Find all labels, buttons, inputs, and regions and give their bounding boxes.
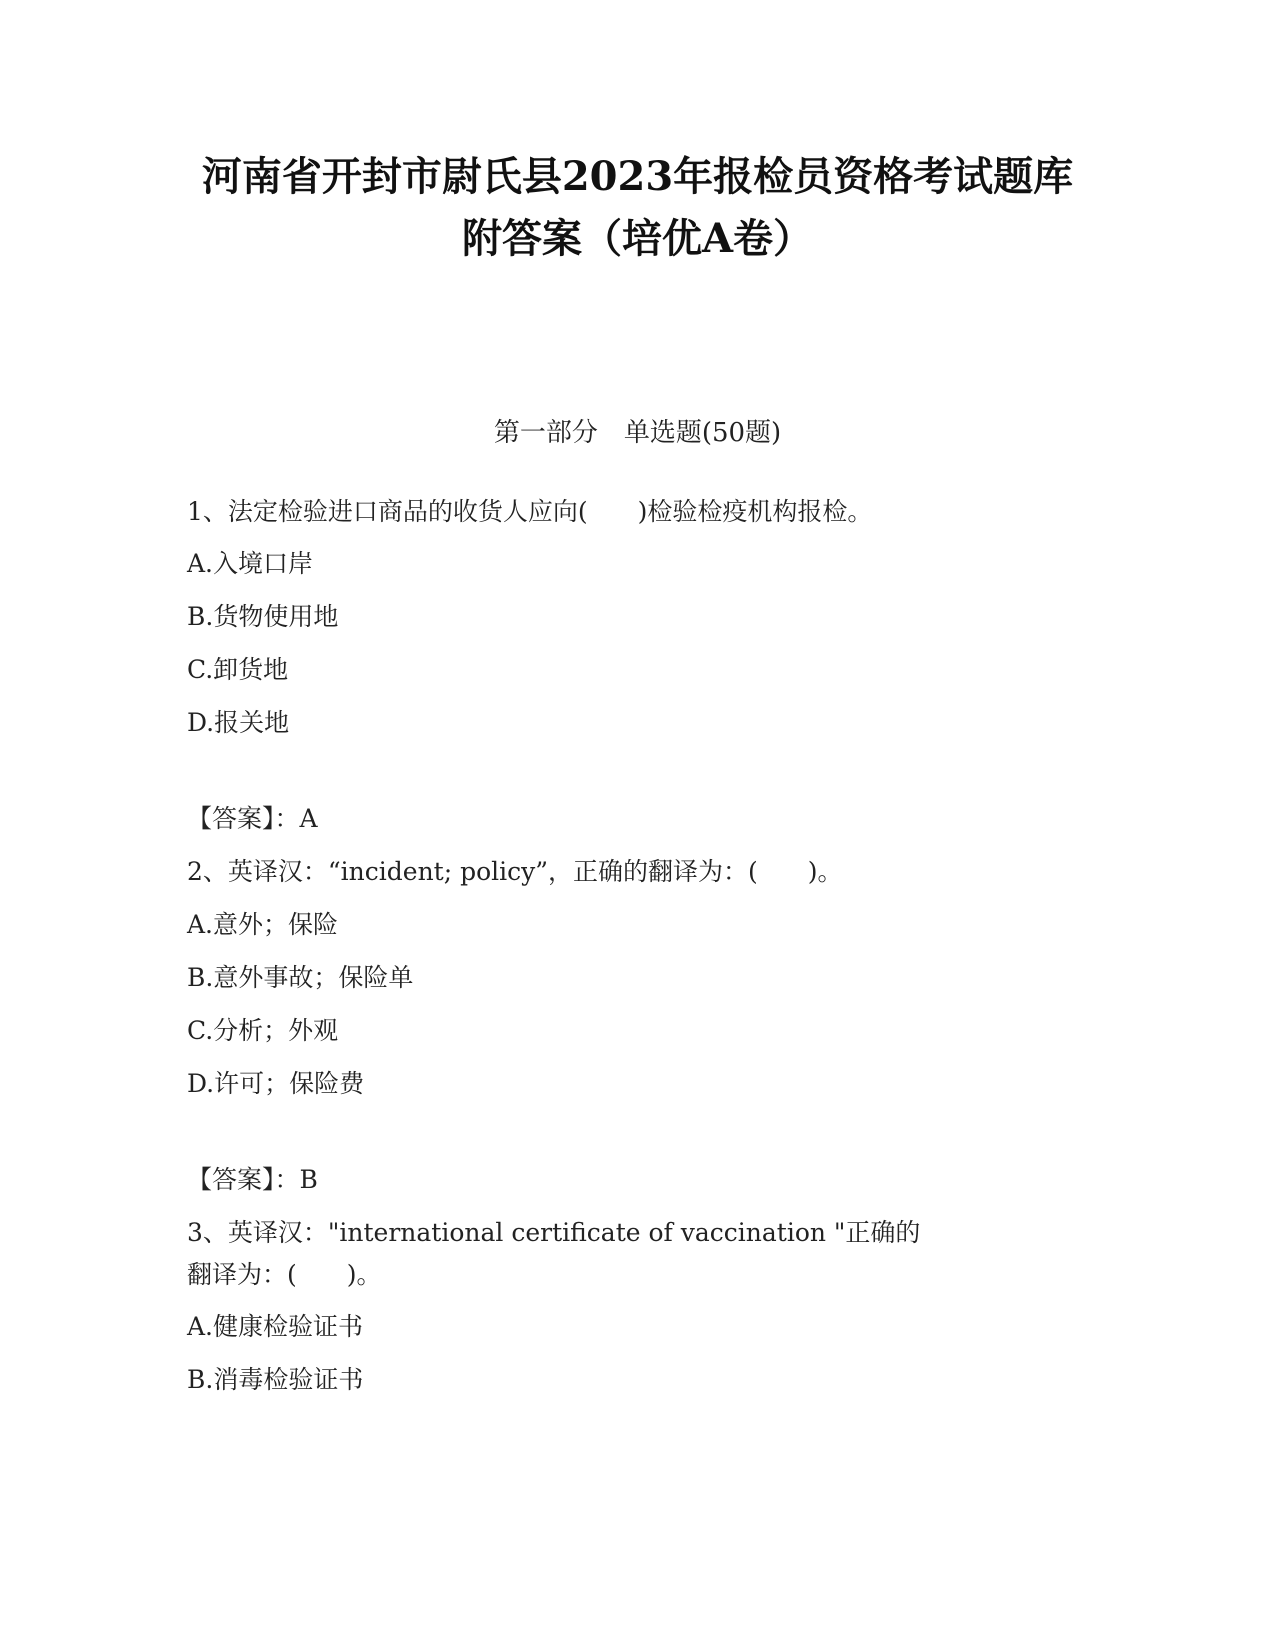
document-title-line-1: 河南省开封市尉氏县2023年报检员资格考试题库 (201, 153, 1074, 200)
question-2-option-b: B.意外事故；保险单 (187, 963, 414, 992)
question-3-stem-line-2: 翻译为：( )。 (187, 1260, 382, 1289)
question-3-option-b: B.消毒检验证书 (187, 1365, 364, 1394)
question-1-option-d: D.报关地 (187, 708, 290, 737)
question-3-stem-line-1: 3、英译汉："international certificate of vaccination "正确的 (187, 1218, 921, 1247)
question-2-answer: 【答案】：B (187, 1165, 318, 1194)
section-heading: 第一部分 单选题(50题) (493, 418, 782, 448)
question-2-option-c: C.分析；外观 (187, 1016, 339, 1045)
question-1-option-c: C.卸货地 (187, 655, 289, 684)
question-2-option-d: D.许可；保险费 (187, 1069, 365, 1098)
question-1-answer: 【答案】：A (187, 804, 318, 833)
question-1-option-b: B.货物使用地 (187, 602, 339, 631)
question-2-stem: 2、英译汉：“incident; policy”，正确的翻译为：( )。 (187, 857, 843, 886)
question-1-stem: 1、法定检验进口商品的收货人应向( )检验检疫机构报检。 (187, 497, 873, 526)
question-2-option-a: A.意外；保险 (187, 910, 339, 939)
question-1-option-a: A.入境口岸 (187, 549, 314, 578)
document-title-line-2: 附答案（培优A卷） (461, 215, 814, 262)
question-3-option-a: A.健康检验证书 (187, 1312, 364, 1341)
